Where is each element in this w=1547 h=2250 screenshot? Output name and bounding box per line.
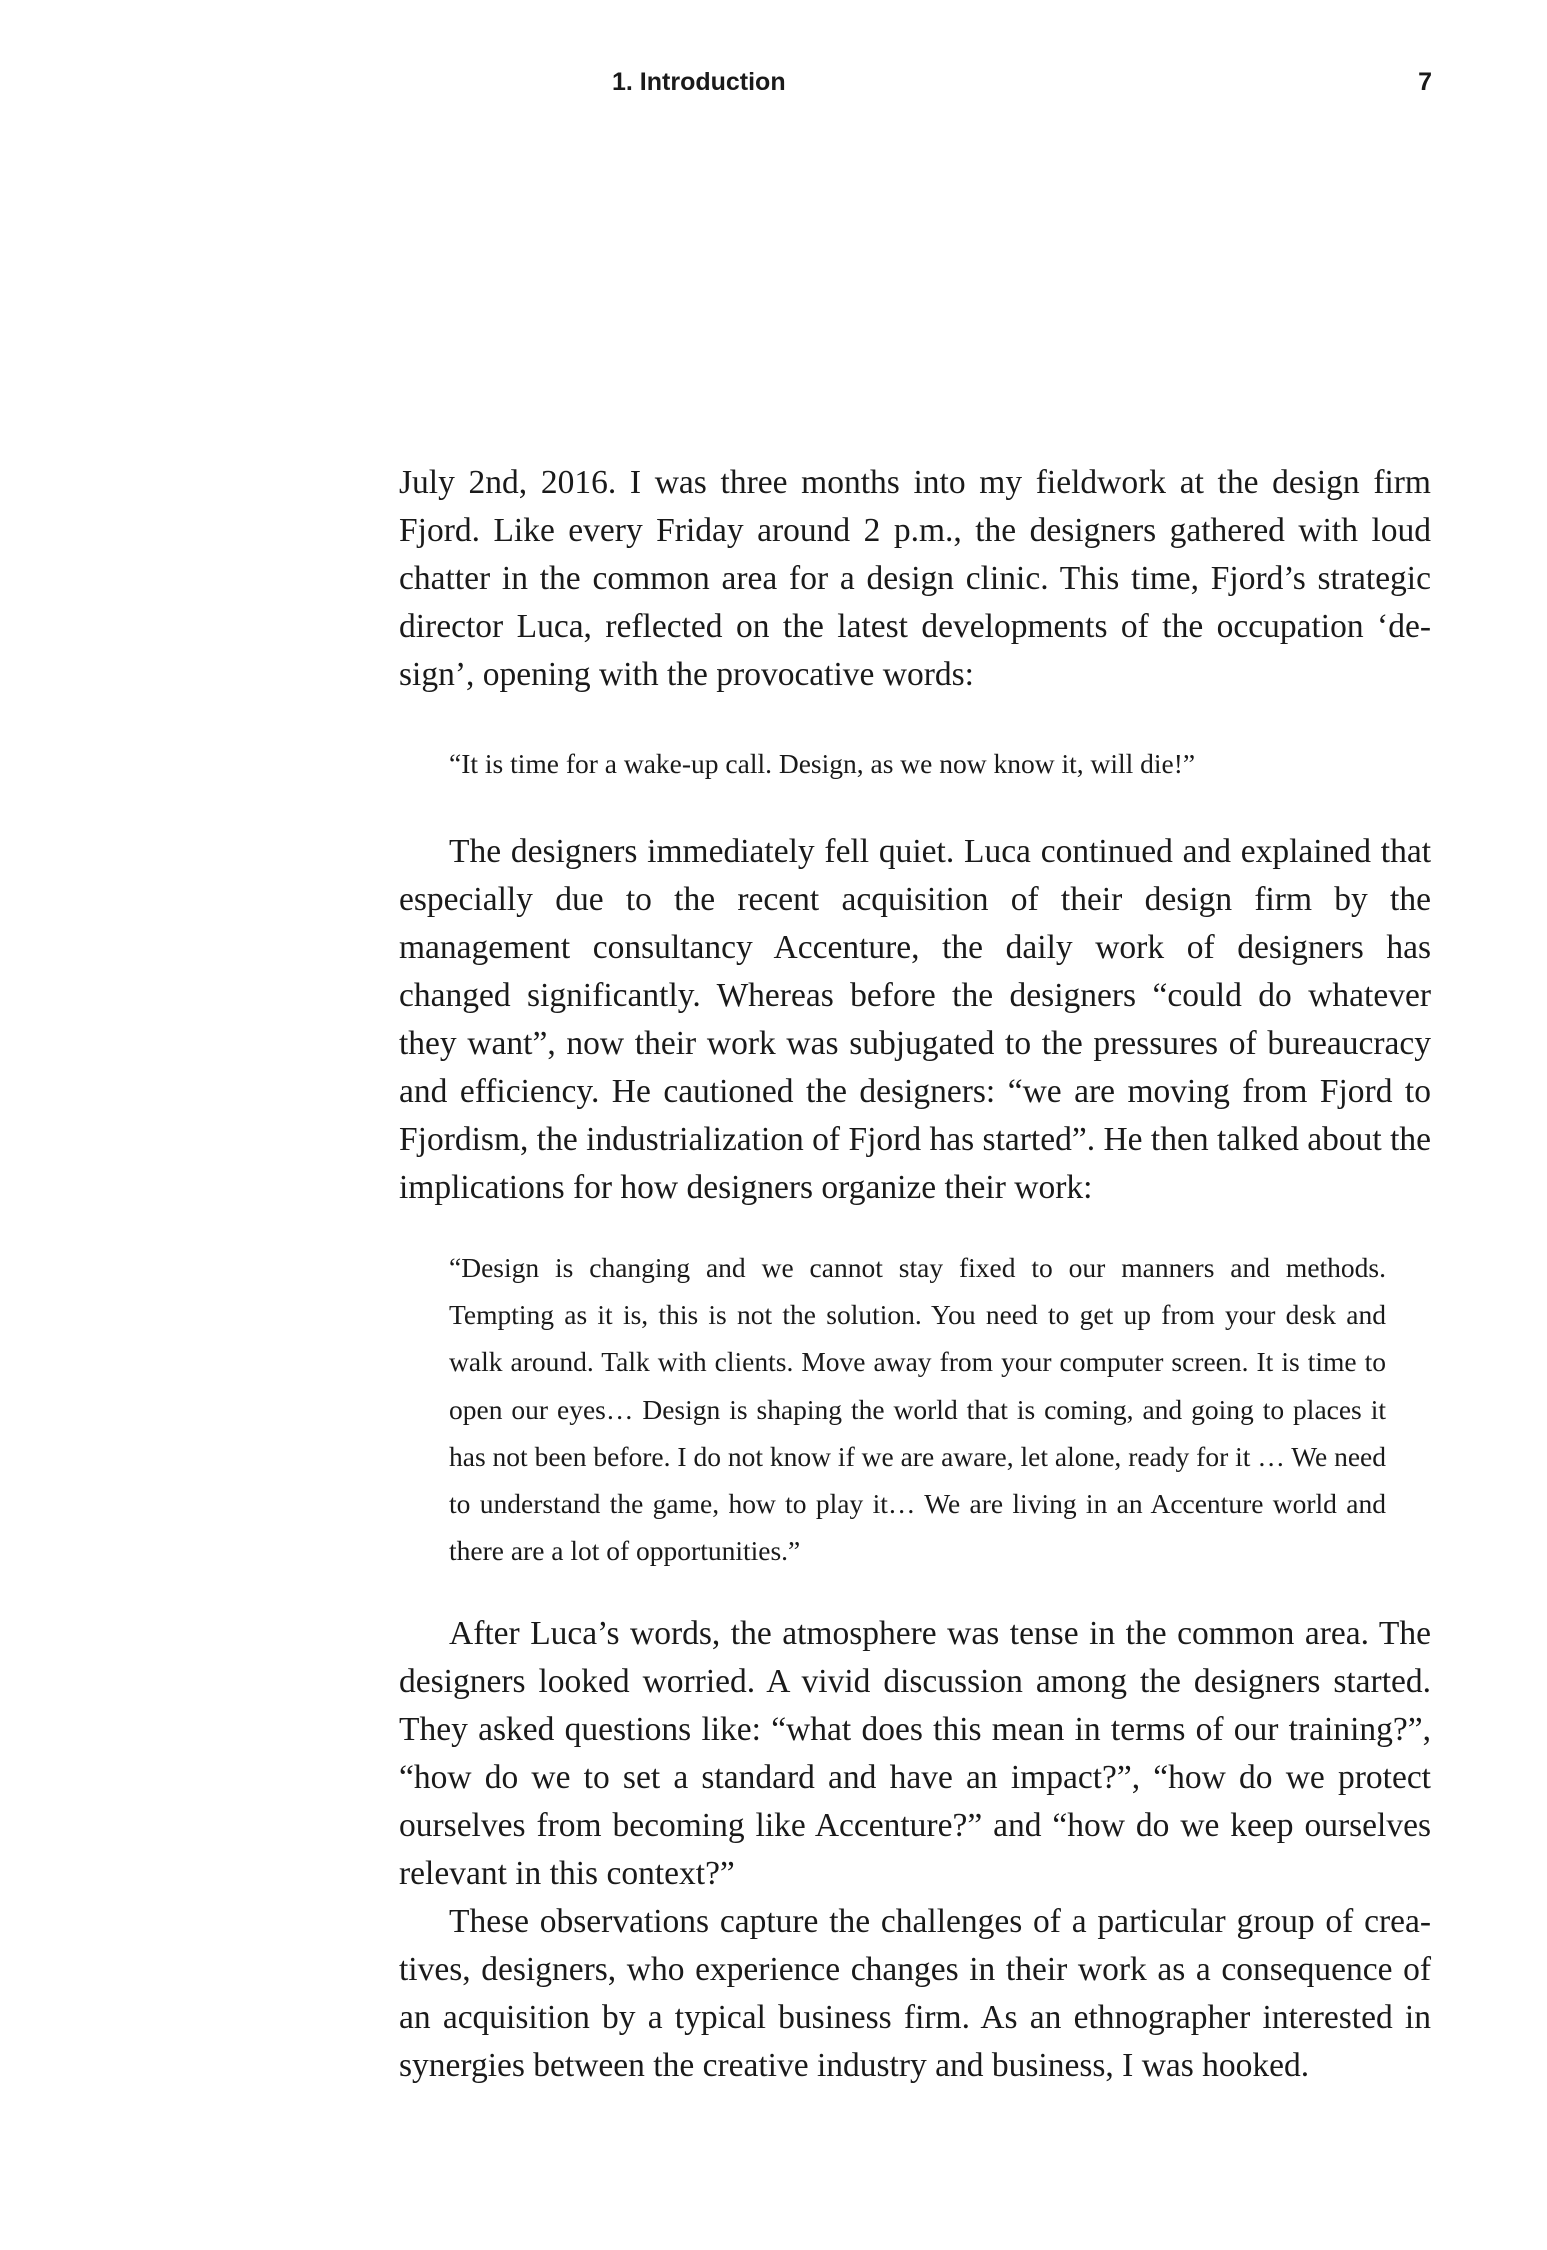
paragraph-luca-explanation: The designers immediately fell quiet. Luca continued and explained that especially due to the recent acquisition of their design firm by the management consultancy Accenture, the daily work of designers has changed significantly. Whereas before the designers “could do whatever they want”, now their work was subjugated to the pressures of bureaucracy and efficiency. He cautioned the designers: “we are moving from Fjord to Fjordism, the industrialization of Fjord has started”. He then talked about the implications for how designers organize their work:	[399, 833, 1431, 1206]
paragraph-aftermath: After Luca’s words, the atmosphere was tense in the common area. The designers looked worried. A vivid discussion among the designers started. They asked questions like: “what does this mean in terms of our training?”, “how do we to set a standard and have an impact?”, “how do we protect ourselves from becoming like Accenture?” and “how do we keep ourselves relevant in this context?”	[399, 1615, 1431, 1893]
paragraph-observations: These observations capture the challenges of a particular group of creatives, designers, who experience changes in their work as a consequence of an acquisition by a typical business firm. As an ethnographer interested in synergies between the creative industry and business, I was hooked.	[399, 1903, 1431, 2085]
chapter-title: 1. Introduction	[612, 68, 786, 96]
running-head	[612, 68, 1432, 102]
page-number: 7	[1418, 68, 1432, 96]
block-quote-design-changing: “Design is changing and we cannot stay fixed to our manners and methods. Tempting as it is, this is not the solution. You need to get up from your desk and walk around. Talk with clients. Move away from your computer screen. It is time to open our eyes… Design is shaping the world that is coming, and going to places it has not been before. I do not know if we are aware, let alone, ready for it … We need to understand the game, how to play it… We are living in an Accenture world and there are a lot of opportunities.”	[449, 1252, 1386, 1567]
block-quote-wake-up-call: “It is time for a wake-up call. Design, as we now know it, will die!”	[449, 748, 1196, 779]
paragraph-opening: July 2nd, 2016. I was three months into my fieldwork at the design firm Fjord. Like every Friday around 2 p.m., the designers gathered with loud chatter in the common area for a design clinic. This time, Fjord’s strategic director Luca, reflected on the latest developments of the occupation ‘design’, opening with the provocative words:	[399, 464, 1431, 693]
body-text	[399, 459, 1431, 2090]
